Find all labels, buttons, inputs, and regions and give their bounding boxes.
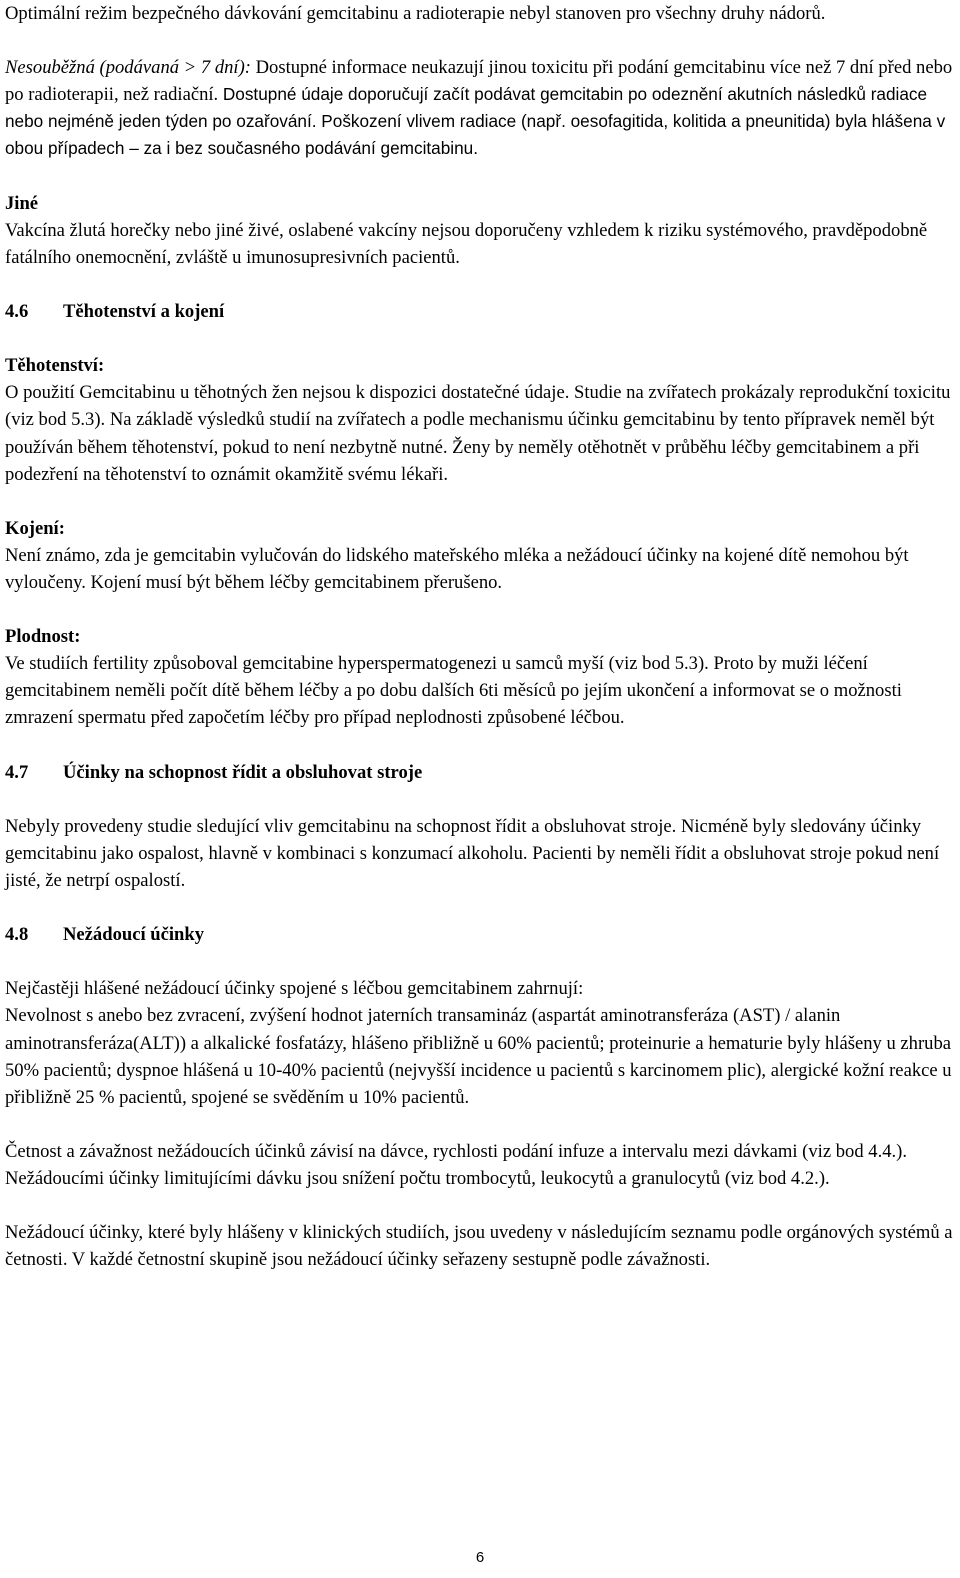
page-number: 6	[475, 1549, 485, 1566]
section-4-7-heading	[5, 759, 953, 786]
nonconcurrent-paragraph	[5, 54, 953, 162]
intro-paragraph: Optimální režim bezpečného dávkování gemcitabinu a radioterapie nebyl stanoven pro všechny druhy nádorů.	[5, 3, 826, 24]
other-heading: Jiné	[5, 192, 39, 214]
other-paragraph: Vakcína žlutá horečky nebo jiné živé, oslabené vakcíny nejsou doporučeny vzhledem k riziku systémového, pravděpodobně fatálního onemocnění, zvláště u imunosupresivních pacientů.	[5, 219, 928, 268]
nonconcurrent-label: Nesouběžná (podávaná > 7 dní):	[5, 57, 251, 79]
lactation-paragraph: Není známo, zda je gemcitabin vylučován do lidského mateřského mléka a nežádoucí účinky na kojené dítě nemohou být vyloučeny. Kojení musí být během léčby gemcitabinem přerušeno.	[5, 544, 909, 593]
section-4-8-title: Nežádoucí účinky	[63, 924, 205, 946]
lactation-heading: Kojení:	[5, 517, 65, 539]
section-4-6-title: Těhotenství a kojení	[63, 301, 225, 323]
section-4-6-heading	[5, 298, 953, 325]
nonconcurrent-text-3: oesofagitida, kolitida a pneunitida) byla hlášena v obou případech – za i bez současného podávání gemcitabinu.	[5, 111, 946, 159]
section-4-6-number: 4.6	[5, 301, 29, 323]
adverse-effects-paragraph-3: Nežádoucí účinky, které byly hlášeny v klinických studiích, jsou uvedeny v následujícím seznamu podle orgánových systémů a četnosti. V každé četnostní skupině jsou nežádoucí účinky seřazeny sestupně podle závažnosti.	[5, 1222, 953, 1271]
section-4-7-paragraph: Nebyly provedeny studie sledující vliv gemcitabinu na schopnost řídit a obsluhovat stroje. Nicméně byly sledovány účinky gemcitabinu jako ospalost, hlavně v kombinaci s konzumací alkoholu. Pacienti by neměli řídit a obsluhovat stroje pokud není jisté, že netrpí ospalostí.	[5, 815, 940, 891]
pregnancy-paragraph: O použití Gemcitabinu u těhotných žen nejsou k dispozici dostatečné údaje. Studie na zvířatech prokázaly reprodukční toxicitu (viz bod 5.3). Na základě výsledků studií na zvířatech a podle mechanismu účinku gemcitabinu by tento přípravek neměl být používán během těhotenství, pokud to není nezbytně nutné. Ženy by neměly otěhotnět v průběhu léčby gemcitabinem a při podezření na těhotenství to oznámit okamžitě svému lékaři.	[5, 382, 951, 485]
fertility-paragraph: Ve studiích fertility způsoboval gemcitabine hyperspermatogenezi u samců myší (viz bod 5.3). Proto by muži léčení gemcitabinem neměli počít dítě během léčby a po dobu dalších 6ti měsíců po jejím ukončení a informovat se o možnosti zmrazení spermatu před započetím léčby pro případ neplodnosti způsobené léčbou.	[5, 653, 902, 729]
adverse-effects-paragraph-1: Nevolnost s anebo bez zvracení, zvýšení hodnot jaterních transamináz (aspartát aminotransferáza (AST) / alanin aminotransferáza(ALT)) a alkalické fosfatázy, hlášeno přibližně u 60% pacientů; proteinurie a hematurie byly hlášeny u zhruba 50% pacientů; dyspnoe hlášená u 10-40% pacientů (nejvyšší incidence u pacientů s karcinomem plic), alergické kožní reakce u přibližně 25 % pacientů, spojené se svěděním u 10% pacientů.	[5, 1005, 952, 1108]
section-4-8-number: 4.8	[5, 924, 29, 946]
nonconcurrent-text-2: Dostupné údaje doporučují začít podávat gemcitabin po odeznění akutních následků radiace nebo nejméně jeden týden po ozařování. Poškození vlivem radiace (např.	[5, 84, 928, 132]
section-4-7-number: 4.7	[5, 761, 29, 783]
section-4-7-title: Účinky na schopnost řídit a obsluhovat stroje	[63, 761, 423, 783]
nonconcurrent-text-1: Dostupné informace neukazují jinou toxicitu při podání gemcitabinu více než 7 dní před nebo po radioterapii, než radiační.	[5, 57, 953, 106]
adverse-effects-paragraph-2: Četnost a závažnost nežádoucích účinků závisí na dávce, rychlosti podání infuze a intervalu mezi dávkami (viz bod 4.4.). Nežádoucími účinky limitujícími dávku jsou snížení počtu trombocytů, leukocytů a granulocytů (viz bod 4.2.).	[5, 1140, 907, 1190]
fertility-heading: Plodnost:	[5, 626, 81, 648]
adverse-effects-intro-line: Nejčastěji hlášené nežádoucí účinky spojené s léčbou gemcitabinem zahrnují:	[5, 978, 584, 1000]
pregnancy-heading: Těhotenství:	[5, 355, 105, 377]
section-4-8-heading	[5, 921, 953, 948]
document-page	[5, 0, 953, 1273]
